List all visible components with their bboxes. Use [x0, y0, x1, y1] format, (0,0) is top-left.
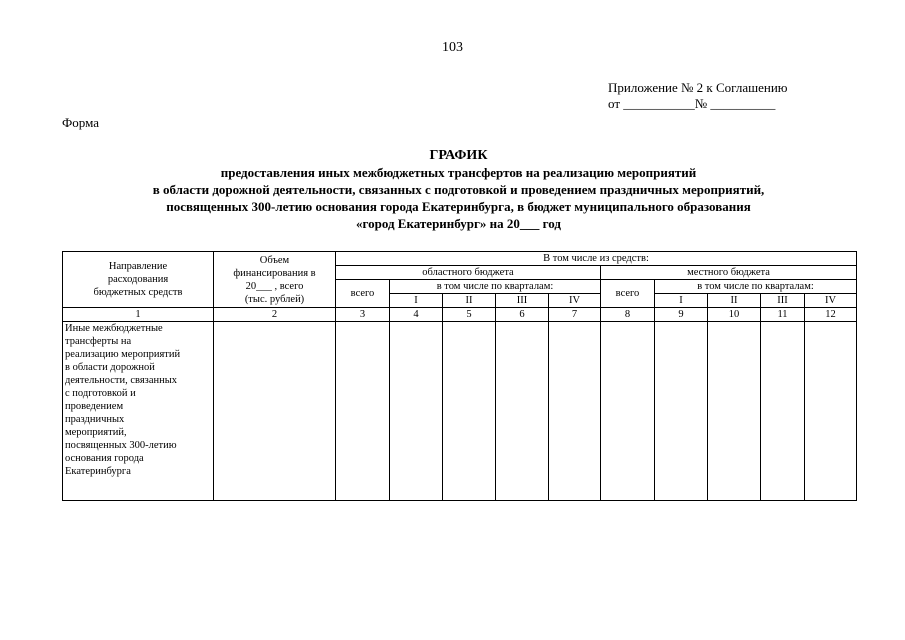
row-description: Иные межбюджетные трансферты на реализацию мероприятий в области дорожной деятельности, связанных с подготовкой и проведением праздничных мероприятий, посвященных 300-летию основания города Екатеринбурга	[63, 322, 214, 501]
header-local-total: всего	[601, 280, 655, 308]
empty-cell	[805, 322, 857, 501]
empty-cell	[549, 322, 601, 501]
column-number: 10	[708, 308, 761, 322]
appendix-line-1: Приложение № 2 к Соглашению	[608, 80, 788, 95]
column-number: 2	[214, 308, 336, 322]
form-label: Форма	[62, 115, 99, 130]
appendix-line-2: от ___________№ __________	[608, 96, 776, 111]
column-number: 9	[655, 308, 708, 322]
empty-cell	[336, 322, 390, 501]
column-number: 8	[601, 308, 655, 322]
document-title	[62, 147, 855, 232]
title-line-3: посвященных 300-летию основания города Екатеринбурга, в бюджет муниципального образования	[166, 199, 751, 214]
column-number: 4	[390, 308, 443, 322]
title-heading: ГРАФИК	[429, 148, 488, 163]
column-number: 11	[761, 308, 805, 322]
header-local-quarters: в том числе по кварталам:	[655, 280, 857, 294]
header-regional-total: всего	[336, 280, 390, 308]
column-number: 6	[496, 308, 549, 322]
column-number: 3	[336, 308, 390, 322]
empty-cell	[443, 322, 496, 501]
page-number: 103	[442, 40, 463, 55]
header-quarter: I	[390, 294, 443, 308]
title-line-1: предоставления иных межбюджетных трансфертов на реализацию мероприятий	[220, 165, 697, 180]
title-line-2: в области дорожной деятельности, связанных с подготовкой и проведением праздничных мероприятий,	[152, 182, 765, 197]
empty-cell	[655, 322, 708, 501]
empty-cell	[708, 322, 761, 501]
header-local-budget: местного бюджета	[601, 266, 857, 280]
empty-cell	[761, 322, 805, 501]
header-quarter: II	[708, 294, 761, 308]
title-line-4: «город Екатеринбург» на 20___ год	[356, 216, 561, 231]
empty-cell	[390, 322, 443, 501]
empty-cell	[601, 322, 655, 501]
schedule-table	[62, 251, 857, 501]
column-number: 12	[805, 308, 857, 322]
header-quarter: IV	[805, 294, 857, 308]
empty-cell	[214, 322, 336, 501]
header-regional-budget: областного бюджета	[336, 266, 601, 280]
column-number: 7	[549, 308, 601, 322]
header-quarter: IV	[549, 294, 601, 308]
header-quarter: II	[443, 294, 496, 308]
column-number: 5	[443, 308, 496, 322]
column-number: 1	[63, 308, 214, 322]
header-quarter: III	[761, 294, 805, 308]
header-including-sources: В том числе из средств:	[336, 252, 857, 266]
table-row	[63, 322, 857, 501]
header-quarter: I	[655, 294, 708, 308]
header-quarter: III	[496, 294, 549, 308]
header-direction: Направление расходования бюджетных средств	[63, 252, 214, 308]
header-volume: Объем финансирования в 20___ , всего (тыс. рублей)	[214, 252, 336, 308]
empty-cell	[496, 322, 549, 501]
header-regional-quarters: в том числе по кварталам:	[390, 280, 601, 294]
appendix-reference	[608, 80, 788, 112]
